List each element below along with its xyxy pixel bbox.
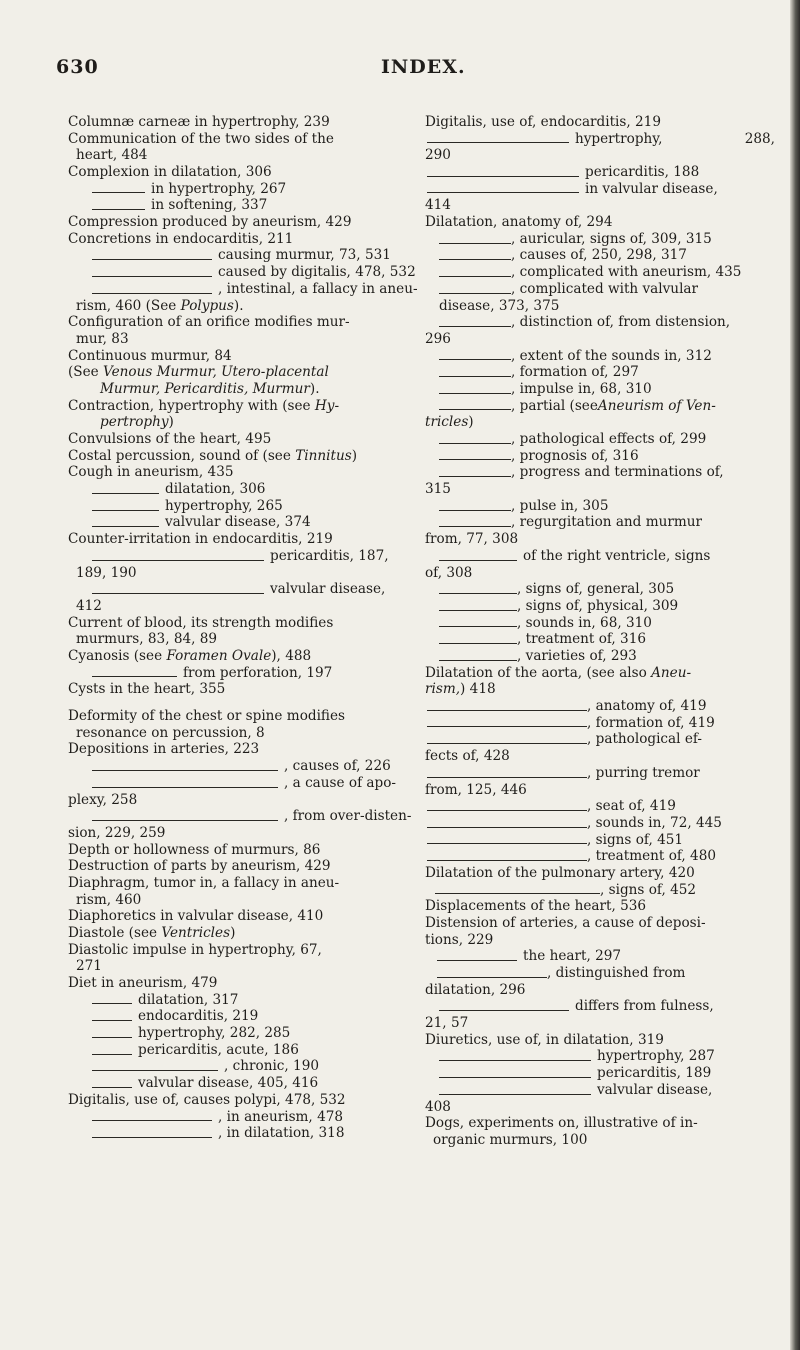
ditto-rule (92, 787, 278, 788)
ditto-rule (427, 810, 587, 811)
ditto-rule (92, 493, 159, 494)
index-entry: , chronic, 190 (68, 1059, 410, 1076)
ditto-rule (439, 1077, 591, 1078)
index-entry: in hypertrophy, 267 (68, 181, 410, 198)
index-entry: of the right ventricle, signs (425, 548, 775, 565)
ditto-rule (92, 1120, 212, 1121)
ditto-rule (92, 593, 264, 594)
index-entry: , partial (see Aneurism of Ven- (425, 398, 775, 415)
index-entry: rism, 460 (76, 891, 142, 908)
index-entry: , complicated with aneurism, 435 (425, 264, 775, 281)
index-entry: valvular disease, (68, 581, 410, 598)
index-entry: 408 (425, 1098, 451, 1115)
index-entry: Contraction, hypertrophy with (see Hy- (68, 397, 340, 414)
ditto-rule (92, 526, 159, 527)
index-entry: , formation of, 297 (425, 364, 775, 381)
index-entry: Cough in aneurism, 435 (68, 464, 234, 481)
ditto-rule (92, 1020, 132, 1021)
index-entry: Diastolic impulse in hypertrophy, 67, (68, 941, 322, 958)
index-entry: Configuration of an orifice modifies mur- (68, 314, 350, 331)
index-entry: Depositions in arteries, 223 (68, 741, 260, 758)
index-entry: , signs of, 452 (425, 882, 775, 899)
index-entry: Murmur, Pericarditis, Murmur). (100, 381, 320, 397)
index-entry: 21, 57 (425, 1015, 469, 1032)
ditto-rule (92, 676, 177, 677)
index-entry: , treatment of, 316 (425, 631, 775, 648)
index-entry: disease, 373, 375 (439, 297, 560, 314)
index-entry: heart, 484 (76, 147, 148, 164)
ditto-rule (92, 1003, 132, 1004)
ditto-rule (92, 1070, 218, 1071)
index-entry: valvular disease, (425, 1082, 775, 1099)
index-entry: , pulse in, 305 (425, 498, 775, 515)
index-entry: mur, 83 (76, 330, 129, 347)
index-entry: , varieties of, 293 (425, 648, 775, 665)
index-entry: 296 (425, 330, 451, 347)
index-entry: resonance on percussion, 8 (76, 724, 265, 741)
index-entry: , anatomy of, 419 (425, 698, 775, 715)
ditto-rule (439, 276, 511, 277)
index-entry: rism,) 418 (425, 681, 496, 698)
ditto-rule (92, 1054, 132, 1055)
index-entry: Diastole (see Ventricles) (68, 925, 236, 941)
index-entry: of, 308 (425, 564, 473, 581)
index-entry: , in dilatation, 318 (68, 1125, 410, 1142)
index-entry: , prognosis of, 316 (425, 448, 775, 465)
ditto-rule (439, 443, 511, 444)
index-entry: Digitalis, use of, endocarditis, 219 (425, 114, 661, 130)
index-entry: Compression produced by aneurism, 429 (68, 214, 352, 231)
index-entry: Dilatation, anatomy of, 294 (425, 214, 613, 231)
ditto-rule (439, 459, 511, 460)
ditto-rule (92, 293, 212, 294)
ditto-rule (92, 259, 212, 260)
ditto-rule (439, 409, 511, 410)
ditto-rule (92, 1037, 132, 1038)
index-entry: , formation of, 419 (425, 715, 775, 732)
index-entry: Diaphragm, tumor in, a fallacy in aneu- (68, 874, 340, 891)
ditto-rule (427, 142, 569, 143)
index-entry: hypertrophy, 287 (425, 1049, 775, 1066)
index-column-left (68, 114, 418, 1142)
ditto-rule (439, 560, 517, 561)
index-entry: Destruction of parts by aneurism, 429 (68, 858, 331, 875)
index-entry: , treatment of, 480 (425, 848, 775, 865)
index-entry: hypertrophy, 265 (68, 498, 410, 515)
page-header (56, 56, 756, 84)
index-entry: Complexion in dilatation, 306 (68, 164, 272, 181)
ditto-rule (427, 860, 587, 861)
index-entry: 412 (76, 597, 102, 614)
index-entry: 271 (76, 958, 102, 975)
ditto-rule (92, 276, 212, 277)
index-entry: dilatation, 306 (68, 481, 410, 498)
index-entry: , distinguished from (425, 965, 775, 982)
index-entry: Deformity of the chest or spine modifies (68, 708, 346, 725)
index-entry: causing murmur, 73, 531 (68, 248, 410, 265)
index-entry: Displacements of the heart, 536 (425, 898, 647, 915)
index-entry: 290 (425, 147, 451, 164)
ditto-rule (427, 777, 587, 778)
index-entry: Digitalis, use of, causes polypi, 478, 532 (68, 1091, 346, 1108)
ditto-rule (92, 770, 278, 771)
index-entry: dilatation, 317 (68, 992, 410, 1009)
ditto-rule (92, 1087, 132, 1088)
ditto-rule (439, 293, 511, 294)
index-entry: sion, 229, 259 (68, 824, 166, 841)
ditto-rule (437, 960, 517, 961)
index-entry: endocarditis, 219 (68, 1008, 410, 1025)
index-entry: 315 (425, 481, 451, 498)
index-entry: , signs of, general, 305 (425, 581, 775, 598)
index-entry: , intestinal, a fallacy in aneu- (68, 281, 410, 298)
ditto-rule (439, 510, 511, 511)
index-entry: , extent of the sounds in, 312 (425, 348, 775, 365)
index-entry: organic murmurs, 100 (433, 1131, 588, 1148)
index-entry: pericarditis, acute, 186 (68, 1042, 410, 1059)
index-entry: 414 (425, 197, 451, 214)
index-entry: Cyanosis (see Foramen Ovale), 488 (68, 648, 312, 664)
index-entry: , impulse in, 68, 310 (425, 381, 775, 398)
index-entry: , sounds in, 72, 445 (425, 815, 775, 832)
index-entry: Counter-irritation in endocarditis, 219 (68, 531, 333, 548)
index-entry: from, 125, 446 (425, 781, 527, 798)
ditto-rule (437, 977, 547, 978)
index-entry: Diuretics, use of, in dilatation, 319 (425, 1031, 664, 1048)
ditto-rule (439, 660, 517, 661)
index-entry: , progress and terminations of, (425, 464, 775, 481)
ditto-rule (427, 726, 587, 727)
index-entry: Distension of arteries, a cause of deposi- (425, 915, 706, 931)
index-entry: plexy, 258 (68, 791, 138, 808)
page-edge-shadow (790, 0, 800, 1350)
index-entry: tricles) (425, 414, 474, 431)
index-entry: , causes of, 226 (68, 758, 410, 775)
ditto-rule (439, 393, 511, 394)
ditto-rule (92, 1137, 212, 1138)
ditto-rule (439, 1010, 569, 1011)
index-column-right (425, 114, 775, 1149)
index-entry: Diet in aneurism, 479 (68, 975, 218, 992)
index-entry: , signs of, 451 (425, 832, 775, 849)
index-entry: Depth or hollowness of murmurs, 86 (68, 841, 321, 858)
ditto-rule (435, 893, 600, 894)
index-entry: Concretions in endocarditis, 211 (68, 230, 294, 247)
index-entry: Cysts in the heart, 355 (68, 681, 226, 698)
page-number: 630 (56, 56, 99, 78)
index-entry: Convulsions of the heart, 495 (68, 431, 272, 448)
ditto-rule (439, 259, 511, 260)
ditto-rule (427, 843, 587, 844)
index-entry: caused by digitalis, 478, 532 (68, 264, 410, 281)
index-entry: , signs of, physical, 309 (425, 598, 775, 615)
index-entry: differs from fulness, (425, 998, 775, 1015)
index-entry: Communication of the two sides of the (68, 130, 334, 147)
index-entry: , auricular, signs of, 309, 315 (425, 231, 775, 248)
index-entry: , sounds in, 68, 310 (425, 615, 775, 632)
ditto-rule (439, 610, 517, 611)
index-entry: , from over-disten- (68, 808, 410, 825)
index-entry: hypertrophy, 282, 285 (68, 1025, 410, 1042)
index-entry: (See Venous Murmur, Utero-placental (68, 364, 329, 381)
index-entry: Dilatation of the aorta, (see also Aneu- (425, 664, 692, 681)
index-entry: pericarditis, 187, (68, 548, 410, 565)
index-entry: valvular disease, 374 (68, 515, 410, 532)
index-entry: pertrophy) (100, 414, 174, 431)
index-entry: , complicated with valvular (425, 281, 775, 298)
ditto-rule (439, 243, 511, 244)
index-entry: rism, 460 (See Polypus). (76, 297, 244, 314)
ditto-rule (439, 376, 511, 377)
ditto-rule (427, 743, 587, 744)
index-entry: , regurgitation and murmur (425, 515, 775, 532)
page-title: INDEX. (381, 56, 466, 78)
ditto-rule (92, 209, 145, 210)
index-entry: Current of blood, its strength modifies (68, 614, 334, 631)
index-entry: Dogs, experiments on, illustrative of in- (425, 1115, 698, 1132)
ditto-rule (439, 476, 511, 477)
ditto-rule (92, 192, 145, 193)
ditto-rule (427, 827, 587, 828)
index-entry: , seat of, 419 (425, 798, 775, 815)
index-entry: , causes of, 250, 298, 317 (425, 248, 775, 265)
index-entry: valvular disease, 405, 416 (68, 1075, 410, 1092)
index-entry: Columnæ carneæ in hypertrophy, 239 (68, 114, 330, 130)
index-entry: , in aneurism, 478 (68, 1109, 410, 1126)
index-entry: in valvular disease, (425, 181, 775, 198)
ditto-rule (439, 326, 511, 327)
index-entry: pericarditis, 189 (425, 1065, 775, 1082)
ditto-rule (92, 560, 264, 561)
ditto-rule (439, 626, 517, 627)
index-entry: in softening, 337 (68, 197, 410, 214)
index-entry: pericarditis, 188 (425, 164, 775, 181)
index-entry: Continuous murmur, 84 (68, 347, 232, 364)
ditto-rule (92, 820, 278, 821)
ditto-rule (427, 192, 579, 193)
index-entry: Dilatation of the pulmonary artery, 420 (425, 864, 695, 881)
ditto-rule (439, 359, 511, 360)
index-entry: the heart, 297 (425, 948, 775, 965)
index-entry: murmurs, 83, 84, 89 (76, 631, 218, 648)
index-entry: , a cause of apo- (68, 775, 410, 792)
ditto-rule (439, 593, 517, 594)
index-entry: dilatation, 296 (425, 981, 526, 998)
index-entry: Costal percussion, sound of (see Tinnitus) (68, 447, 357, 464)
ditto-rule (427, 710, 587, 711)
ditto-rule (92, 510, 159, 511)
index-entry: hypertrophy, 288, (425, 131, 775, 148)
index-entry: , distinction of, from distension, (425, 314, 775, 331)
ditto-rule (439, 1060, 591, 1061)
ditto-rule (439, 1094, 591, 1095)
index-entry: , purring tremor (425, 765, 775, 782)
index-entry: Diaphoretics in valvular disease, 410 (68, 908, 324, 925)
ditto-rule (439, 643, 517, 644)
index-entry: from, 77, 308 (425, 531, 519, 548)
index-entry: tions, 229 (425, 931, 494, 948)
index-entry: fects of, 428 (425, 748, 510, 765)
ditto-rule (439, 526, 511, 527)
ditto-rule (427, 176, 579, 177)
index-entry: 189, 190 (76, 564, 137, 581)
index-entry: , pathological ef- (425, 731, 775, 748)
index-entry: from perforation, 197 (68, 665, 410, 682)
index-entry: , pathological effects of, 299 (425, 431, 775, 448)
